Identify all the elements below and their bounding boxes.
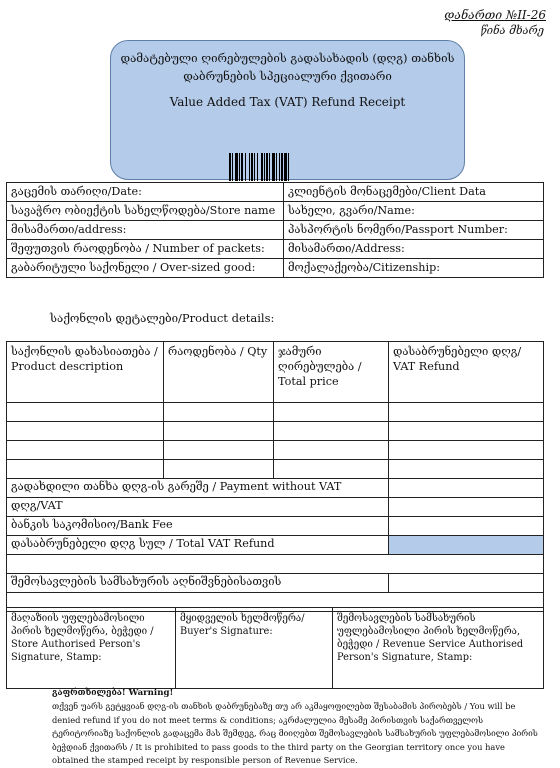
revenue-notes-row xyxy=(7,574,544,593)
client-address-field[interactable]: მისამართი/Address: xyxy=(284,240,544,259)
annex-number: დანართი №II-26 xyxy=(444,8,546,22)
product-cell[interactable] xyxy=(7,441,164,460)
product-cell[interactable] xyxy=(7,422,164,441)
info-row xyxy=(7,240,544,259)
info-row xyxy=(7,183,544,202)
store-address-field[interactable]: მისამართი/address: xyxy=(7,221,284,240)
store-signature-field[interactable]: მაღაზიის უფლებამოსილი პირის ხელმოწერა, ბეჭედი / Store Authorised Person's Signature, Stamp: xyxy=(7,608,176,689)
product-cell[interactable] xyxy=(389,460,544,479)
product-table xyxy=(6,341,544,612)
product-row xyxy=(7,403,544,422)
warning-text: თქვენ უარს გეტყვიან დღგ-ის თანხის დაბრუნებაზე თუ არ აკმაყოფილებთ შესაბამის პირობებს / You will be denied refund if you do not meet terms & conditions; აკრძალულია მესამე პირისთვის საქართველოს ტერიტორიაზე საქონლის გადაცემა მას შემდეგ, რაც მიიღებთ შემოსავლების სამსახურის უფლებამოსილი პირის ბეჭდიან ქვითარს / It is prohibited to pass goods to the third party on the Georgian territory once you have obtained the stamped receipt by responsible person of Revenue Service. xyxy=(52,701,538,766)
product-cell[interactable] xyxy=(164,403,274,422)
revenue-notes-label: შემოსავლების სამსახურის აღნიშვნებისათვის xyxy=(7,574,389,593)
passport-number-field[interactable]: პასპორტის ნომერი/Passport Number: xyxy=(284,221,544,240)
summary-row xyxy=(7,479,544,498)
product-header-row xyxy=(7,342,544,403)
product-cell[interactable] xyxy=(274,441,389,460)
info-row xyxy=(7,259,544,278)
date-field[interactable]: გაცემის თარიღი/Date: xyxy=(7,183,284,202)
signature-row xyxy=(7,608,544,689)
col-product-description: საქონლის დახასიათება / Product description xyxy=(7,342,164,403)
product-cell[interactable] xyxy=(274,422,389,441)
product-details-title: საქონლის დეტალები/Product details: xyxy=(50,311,275,325)
vat-label: დღგ/VAT xyxy=(7,498,389,517)
citizenship-field[interactable]: მოქალაქეობა/Citizenship: xyxy=(284,259,544,278)
receipt-title-ka-line-1: დამატებული ღირებულების გადასახადის (დღგ) თანხის xyxy=(120,51,455,65)
warning-title: გაფრთხილება! Warning! xyxy=(52,688,174,698)
side-label: წინა მხარე xyxy=(480,24,544,37)
blank-cell xyxy=(7,555,544,574)
info-row xyxy=(7,202,544,221)
receipt-title-box xyxy=(110,40,465,180)
product-cell[interactable] xyxy=(164,460,274,479)
blank-row xyxy=(7,555,544,574)
receipt-title-en: Value Added Tax (VAT) Refund Receipt xyxy=(169,95,406,109)
total-vat-refund-value[interactable] xyxy=(389,536,544,555)
revenue-notes-value[interactable] xyxy=(389,574,544,593)
oversized-good-field[interactable]: გაბარიტული საქონელი / Over-sized good: xyxy=(7,259,284,278)
product-cell[interactable] xyxy=(389,403,544,422)
barcode xyxy=(229,153,349,181)
product-cell[interactable] xyxy=(7,460,164,479)
product-cell[interactable] xyxy=(7,403,164,422)
payment-without-vat-value[interactable] xyxy=(389,479,544,498)
vat-value[interactable] xyxy=(389,498,544,517)
summary-row xyxy=(7,498,544,517)
packets-field[interactable]: შეფუთვის რაოდენობა / Number of packets: xyxy=(7,240,284,259)
product-cell[interactable] xyxy=(274,460,389,479)
product-row xyxy=(7,441,544,460)
receipt-title-ka-line-2: დაბრუნების სპეციალური ქვითარი xyxy=(183,69,392,83)
client-name-field[interactable]: სახელი, გვარი/Name: xyxy=(284,202,544,221)
info-row xyxy=(7,221,544,240)
product-cell[interactable] xyxy=(164,422,274,441)
col-total-price: ჯამური ღირებულება / Total price xyxy=(274,342,389,403)
bank-fee-label: ბანკის საკომისიო/Bank Fee xyxy=(7,517,389,536)
product-row xyxy=(7,460,544,479)
product-cell[interactable] xyxy=(164,441,274,460)
warning-block xyxy=(52,686,540,767)
total-vat-refund-label: დასაბრუნებელი დღგ სულ / Total VAT Refund xyxy=(7,536,389,555)
product-cell[interactable] xyxy=(389,441,544,460)
info-table xyxy=(6,182,544,278)
col-vat-refund: დასაბრუნებელი დღგ/ VAT Refund xyxy=(389,342,544,403)
signature-table xyxy=(6,607,544,689)
receipt-title-ka xyxy=(111,49,464,85)
summary-row xyxy=(7,536,544,555)
product-row xyxy=(7,422,544,441)
store-name-field[interactable]: სავაჭრო ობიექტის სახელწოდება/Store name xyxy=(7,202,284,221)
product-cell[interactable] xyxy=(274,403,389,422)
buyer-signature-field[interactable]: მყიდველის ხელმოწერა/ Buyer's Signature: xyxy=(176,608,333,689)
client-data-label: კლიენტის მონაცემები/Client Data xyxy=(284,183,544,202)
payment-without-vat-label: გადახდილი თანხა დღგ-ის გარეშე / Payment without VAT xyxy=(7,479,389,498)
product-cell[interactable] xyxy=(389,422,544,441)
bank-fee-value[interactable] xyxy=(389,517,544,536)
summary-row xyxy=(7,517,544,536)
revenue-signature-field[interactable]: შემოსავლების სამსახურის უფლებამოსილი პირის ხელმოწერა, ბეჭედი / Revenue Service Authorised Person's Signature, Stamp: xyxy=(333,608,544,689)
col-qty: რაოდენობა / Qty xyxy=(164,342,274,403)
